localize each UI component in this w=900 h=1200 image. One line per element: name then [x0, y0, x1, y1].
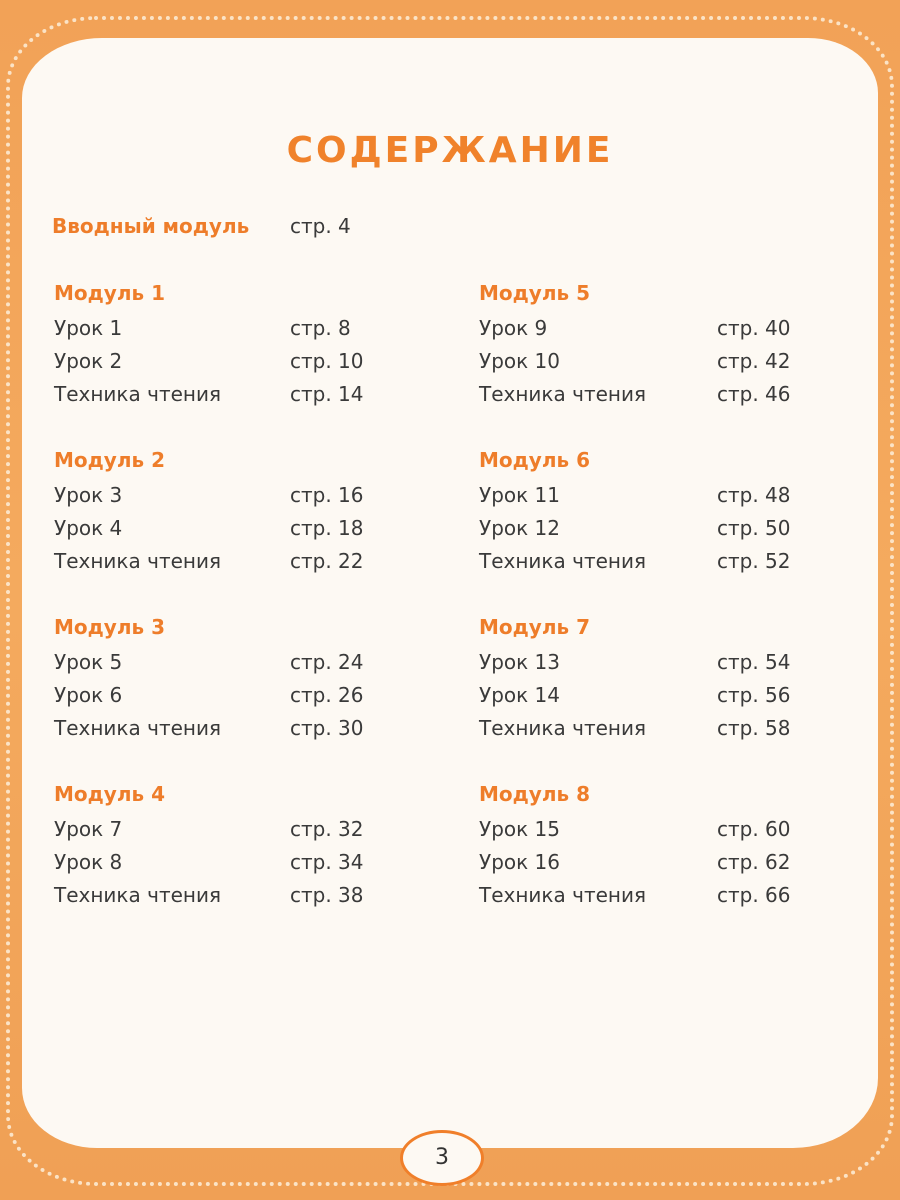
entry-name: Урок 11 [479, 483, 561, 507]
module-title[interactable]: Модуль 8 [479, 782, 591, 806]
module-6-section [479, 445, 839, 578]
toc-entry[interactable] [54, 345, 414, 378]
toc-entry[interactable] [54, 879, 414, 912]
toc-entry[interactable] [54, 712, 414, 745]
toc-entry[interactable] [479, 679, 839, 712]
entry-page: стр. 40 [717, 316, 791, 340]
toc-entry[interactable] [479, 512, 839, 545]
entry-page: стр. 62 [717, 850, 791, 874]
entry-name: Урок 4 [54, 516, 123, 540]
entry-name: Урок 15 [479, 817, 561, 841]
toc-entry[interactable] [479, 378, 839, 411]
entry-name: Урок 13 [479, 650, 561, 674]
entry-page: стр. 18 [290, 516, 364, 540]
entry-name: Техника чтения [479, 382, 647, 406]
module-1-section [54, 278, 414, 411]
entry-name: Урок 6 [54, 683, 123, 707]
toc-entry[interactable] [479, 312, 839, 345]
module-8-section [479, 779, 839, 912]
entry-name: Техника чтения [479, 549, 647, 573]
entry-name: Техника чтения [54, 549, 222, 573]
entry-page: стр. 52 [717, 549, 791, 573]
module-7-section [479, 612, 839, 745]
entry-page: стр. 34 [290, 850, 364, 874]
entry-page: стр. 56 [717, 683, 791, 707]
toc-entry[interactable] [54, 846, 414, 879]
entry-name: Урок 7 [54, 817, 123, 841]
entry-name: Техника чтения [479, 883, 647, 907]
contents-panel [22, 38, 878, 1148]
toc-entry[interactable] [54, 813, 414, 846]
toc-entry[interactable] [54, 479, 414, 512]
entry-name: Техника чтения [54, 382, 222, 406]
toc-entry[interactable] [479, 479, 839, 512]
toc-entry[interactable] [479, 646, 839, 679]
page-title: СОДЕРЖАНИЕ [286, 130, 614, 171]
entry-page: стр. 14 [290, 382, 364, 406]
entry-page: стр. 10 [290, 349, 364, 373]
entry-name: Урок 12 [479, 516, 561, 540]
intro-module-entry[interactable] [52, 214, 351, 238]
entry-page: стр. 60 [717, 817, 791, 841]
entry-name: Урок 14 [479, 683, 561, 707]
module-title[interactable]: Модуль 5 [479, 281, 591, 305]
entry-name: Урок 9 [479, 316, 548, 340]
entry-name: Урок 16 [479, 850, 561, 874]
module-title[interactable]: Модуль 6 [479, 448, 591, 472]
entry-name: Техника чтения [54, 883, 222, 907]
toc-entry[interactable] [54, 378, 414, 411]
entry-name: Техника чтения [479, 716, 647, 740]
module-4-section [54, 779, 414, 912]
entry-name: Урок 10 [479, 349, 561, 373]
module-title[interactable]: Модуль 7 [479, 615, 591, 639]
module-5-section [479, 278, 839, 411]
entry-page: стр. 8 [290, 316, 351, 340]
toc-entry[interactable] [54, 646, 414, 679]
intro-module-label: Вводный модуль [52, 214, 250, 238]
toc-entry[interactable] [479, 879, 839, 912]
toc-entry[interactable] [479, 813, 839, 846]
entry-page: стр. 16 [290, 483, 364, 507]
entry-page: стр. 54 [717, 650, 791, 674]
entry-page: стр. 66 [717, 883, 791, 907]
entry-page: стр. 42 [717, 349, 791, 373]
toc-entry[interactable] [54, 512, 414, 545]
module-title[interactable]: Модуль 3 [54, 615, 166, 639]
entry-name: Урок 5 [54, 650, 123, 674]
entry-name: Урок 8 [54, 850, 123, 874]
toc-entry[interactable] [479, 712, 839, 745]
entry-page: стр. 38 [290, 883, 364, 907]
module-title[interactable]: Модуль 1 [54, 281, 166, 305]
entry-page: стр. 58 [717, 716, 791, 740]
entry-name: Урок 2 [54, 349, 123, 373]
intro-module-page: стр. 4 [290, 214, 351, 238]
toc-entry[interactable] [54, 679, 414, 712]
entry-page: стр. 26 [290, 683, 364, 707]
page-number: 3 [400, 1130, 484, 1186]
entry-page: стр. 22 [290, 549, 364, 573]
toc-entry[interactable] [54, 545, 414, 578]
toc-entry[interactable] [479, 846, 839, 879]
toc-entry[interactable] [479, 345, 839, 378]
entry-page: стр. 48 [717, 483, 791, 507]
entry-name: Техника чтения [54, 716, 222, 740]
entry-page: стр. 24 [290, 650, 364, 674]
module-3-section [54, 612, 414, 745]
entry-page: стр. 46 [717, 382, 791, 406]
module-title[interactable]: Модуль 2 [54, 448, 166, 472]
entry-name: Урок 3 [54, 483, 123, 507]
entry-name: Урок 1 [54, 316, 123, 340]
entry-page: стр. 32 [290, 817, 364, 841]
toc-entry[interactable] [479, 545, 839, 578]
module-title[interactable]: Модуль 4 [54, 782, 166, 806]
entry-page: стр. 50 [717, 516, 791, 540]
toc-entry[interactable] [54, 312, 414, 345]
entry-page: стр. 30 [290, 716, 364, 740]
module-2-section [54, 445, 414, 578]
